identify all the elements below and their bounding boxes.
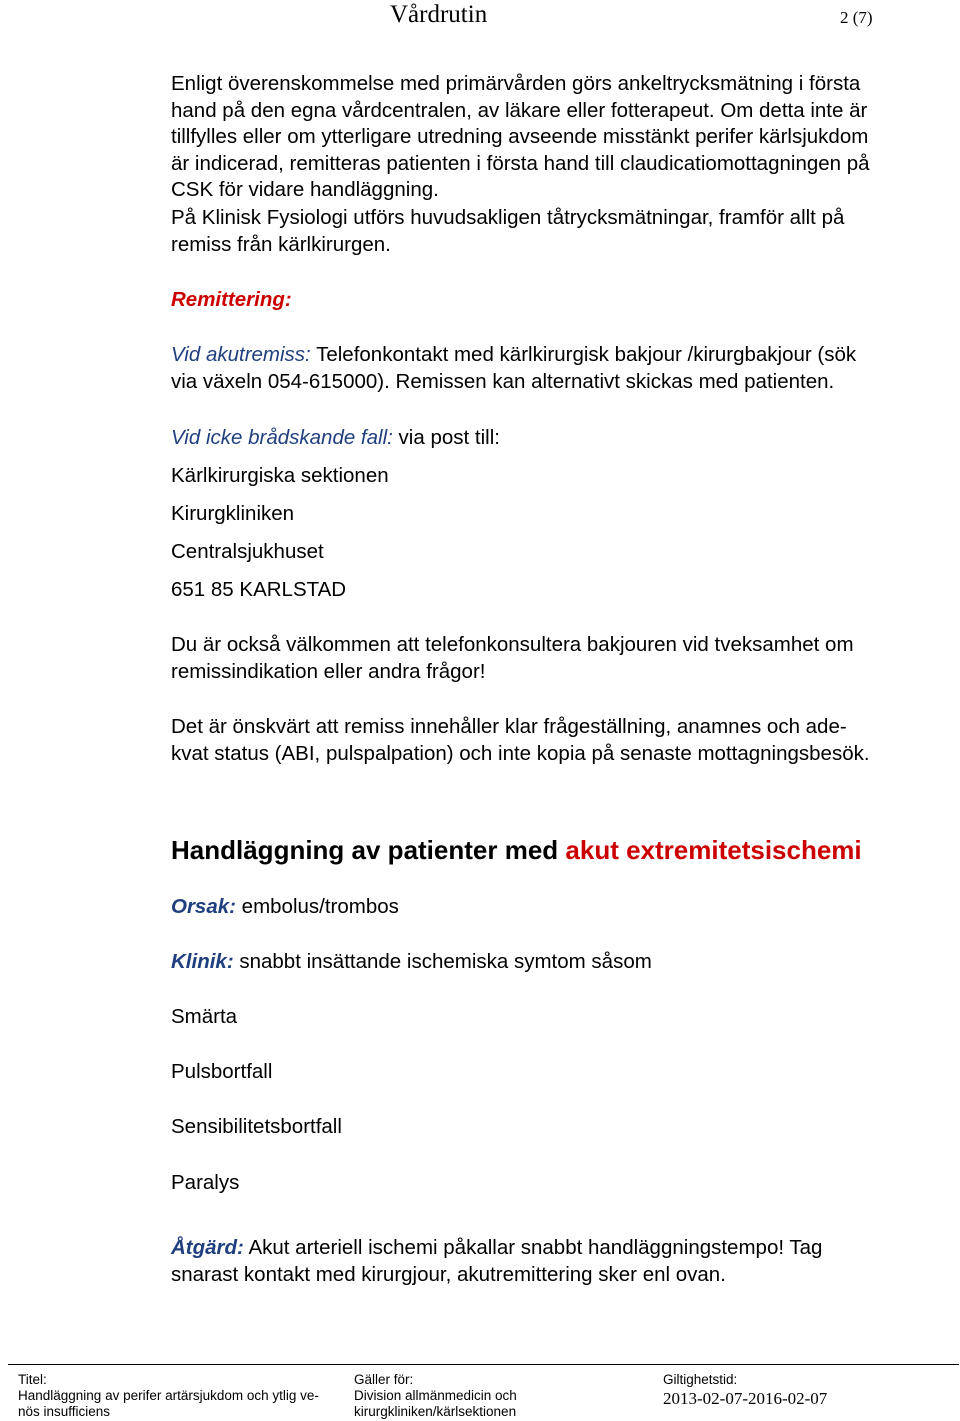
page-number: 2 (7) [840,8,873,27]
icke-bradskande-text: via post till: [392,426,500,449]
footer-giltighet-label: Giltighetstid: [663,1372,738,1387]
address-line: Centralsjukhuset [171,540,324,563]
atgard-line-1 [171,1235,822,1262]
onskvart-line: kvat status (ABI, pulspalpation) och inte kopia på senaste mottagningsbesök. [171,742,870,765]
intro-line: är indicerad, remitteras patienten i första hand till claudicatiomottagningen på [171,151,870,175]
footer-divider [8,1364,959,1365]
intro-line: remiss från kärlkirurgen. [171,232,391,256]
document-title: Vårdrutin [390,1,488,28]
footer-titel-label: Titel: [18,1372,47,1387]
intro-line: Enligt överenskommelse med primärvården görs ankeltrycksmätning i första [171,72,861,95]
intro-line: tillfylles eller om ytterligare utredning avseende misstänkt perifer kärlsjukdom [171,125,869,148]
icke-bradskande-line [171,425,500,452]
remittering-heading: Remittering: [171,288,292,311]
section-heading [171,834,862,866]
section-heading-red: akut extremitetsischemi [565,835,862,865]
klinik-line [171,949,652,976]
atgard-text: Akut arteriell ischemi påkallar snabbt handläggningstempo! Tag [243,1236,823,1259]
symptom-item: Pulsbortfall [171,1060,273,1083]
akutremiss-label: Vid akutremiss: [171,343,311,366]
intro-line: CSK för vidare handläggning. [171,178,439,201]
atgard-line-2: snarast kontakt med kirurgjour, akutremittering sker enl ovan. [171,1262,726,1286]
klinik-text: snabbt insättande ischemiska symtom såsom [233,950,652,973]
footer-galler-value: kirurgkliniken/kärlsektionen [354,1404,517,1419]
icke-bradskande-label: Vid icke brådskande fall: [171,426,393,449]
orsak-label: Orsak: [171,895,236,918]
konsult-line: Du är också välkommen att telefonkonsultera bakjouren vid tveksamhet om [171,633,854,656]
intro-line: På Klinisk Fysiologi utförs huvudsakligen tåtrycksmätningar, framför allt på [171,206,845,229]
intro-line: hand på den egna vårdcentralen, av läkare eller fotterapeut. Om detta inte är [171,98,868,122]
symptom-item: Paralys [171,1171,240,1194]
address-line: Kirurgkliniken [171,502,295,525]
address-line: Kärlkirurgiska sektionen [171,464,389,487]
orsak-text: embolus/trombos [235,895,399,918]
akutremiss-line-2: via växeln 054-615000). Remissen kan alternativt skickas med patienten. [171,369,835,393]
akutremiss-text: Telefonkontakt med kärlkirurgisk bakjour /kirurgbakjour (sök [310,343,857,366]
footer-galler-label: Gäller för: [354,1372,414,1387]
klinik-label: Klinik: [171,950,234,973]
atgard-label: Åtgärd: [171,1236,244,1259]
footer-galler-value: Division allmänmedicin och [354,1388,517,1403]
section-heading-plain: Handläggning av patienter med [171,835,566,865]
orsak-line [171,894,399,921]
onskvart-line: Det är önskvärt att remiss innehåller klar frågeställning, anamnes och ade- [171,715,847,738]
footer-giltighet-value: 2013-02-07-2016-02-07 [663,1389,828,1408]
footer-titel-value: Handläggning av perifer artärsjukdom och ytlig ve- [18,1388,319,1403]
symptom-item: Smärta [171,1005,238,1028]
address-line: 651 85 KARLSTAD [171,578,347,601]
symptom-item: Sensibilitetsbortfall [171,1115,342,1138]
akutremiss-line-1 [171,342,856,369]
konsult-line: remissindikation eller andra frågor! [171,659,486,683]
footer-titel-value: nös insufficiens [18,1404,111,1419]
